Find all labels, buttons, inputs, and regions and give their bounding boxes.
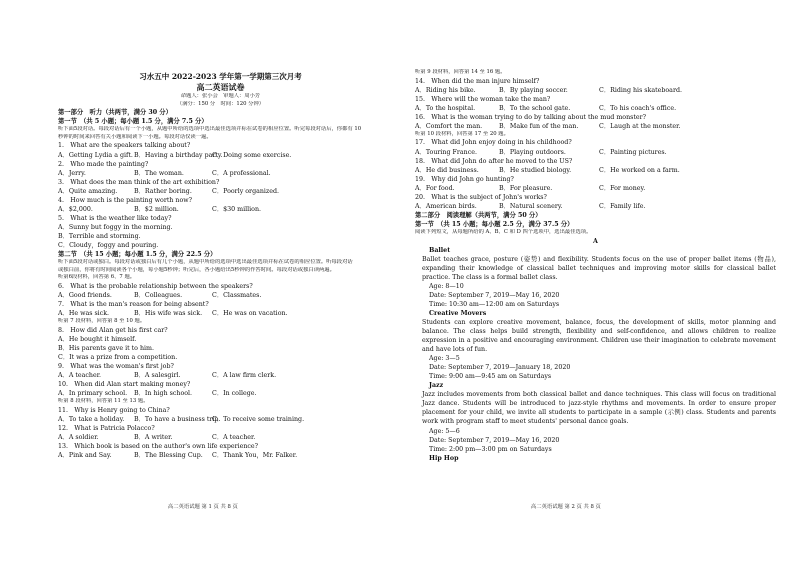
option: C．To receive some training.	[212, 415, 305, 423]
option: A．Touring France.	[415, 148, 477, 156]
passage-label: A	[593, 237, 598, 245]
question: 12. What is Patricia Polacco?	[58, 424, 155, 432]
option: B．His wife was sick.	[134, 310, 203, 317]
option: A．$2,000.	[58, 205, 93, 213]
option: A．Jerry.	[58, 169, 86, 177]
class-age: Age: 3—5	[429, 355, 460, 363]
paragraph: Ballet teaches grace, posture (姿势) and flexibility. Students focus on the use of proper ballet items (物品), expanding their knowledge of classical ballet techniques and improving motor skills for classical ballet practice. The class is a formal ballet class.	[422, 255, 776, 281]
class-time: Time: 9:00 am—9:45 am on Saturdays	[429, 373, 552, 381]
page-footer: 高二英语试题 第 1 页 共 8 页	[168, 504, 238, 510]
question: 18. What did John do after he moved to the US?	[415, 157, 573, 165]
option: C．Thank You，Mr. Falker.	[212, 451, 298, 459]
material-note: 听第 10 段材料，回答第 17 至 20 题。	[415, 130, 509, 137]
material-note: 听第 7 段材料，回答第 8 至 10 题。	[58, 318, 146, 325]
part2-heading: 第二部分 阅读理解（共两节，满分 50 分）	[415, 211, 542, 219]
question: 9. What was the woman's first job?	[58, 362, 174, 370]
paragraph: Jazz includes movements from both classical ballet and dance techniques. This class will focus on traditional Jazz dance. Students will be introduced to jazz-style rhythms and movements. In order to ensure proper placement for your child, we invite all students to participate in a sample (示例) class. Students and parents work with program staff to meet students' personal dance goals.	[422, 391, 776, 426]
option: C．Doing some exercise.	[212, 151, 292, 159]
options-row	[58, 371, 383, 380]
options-row	[415, 202, 776, 211]
option: C．For money.	[599, 184, 646, 192]
class-date: Date: September 7, 2019—May 16, 2020	[429, 436, 560, 444]
options-row	[415, 184, 776, 193]
option: B．By playing soccer.	[499, 86, 568, 94]
options-row	[58, 309, 383, 318]
options-row	[58, 151, 383, 160]
material-note: 听第 8 段材料，回答第 11 至 13 题。	[58, 398, 149, 405]
option: C．Cloudy，foggy and pouring.	[58, 241, 159, 249]
options-row	[415, 104, 776, 113]
class-time: Time: 2:00 pm—3:00 pm on Saturdays	[429, 445, 552, 453]
option: C．Family life.	[599, 202, 646, 210]
class-heading-jazz: Jazz	[429, 382, 444, 390]
option: B．Natural scenery.	[499, 202, 563, 210]
option: B．In high school.	[134, 389, 193, 397]
instruction: 听第6段材料，回答第 6、7 题。	[58, 274, 136, 281]
option: A．Quite amazing.	[58, 187, 118, 195]
option: C．Classmates.	[212, 291, 262, 299]
option: A．In primary school.	[58, 389, 128, 397]
option: A．American birds.	[415, 202, 477, 210]
question: 20. What is the subject of John's works?	[415, 193, 547, 201]
section2-heading: 第二节 （共 15 小题；每小题 1.5 分，满分 22.5 分）	[58, 251, 217, 259]
exam-meta: （满分：150 分 时间：120 分钟）	[176, 100, 265, 107]
option: B．A salesgirl.	[134, 371, 181, 379]
option: B．Colleagues.	[134, 291, 183, 299]
question: 7. What is the man's reason for being absent?	[58, 300, 209, 308]
option: B．Terrible and storming.	[58, 232, 141, 240]
option: A．He bought it himself.	[58, 335, 137, 343]
exam-title: 习水五中 2022-2023 学年第一学期第三次月考	[139, 72, 302, 81]
option: B．$2 million.	[134, 205, 179, 213]
option: A．A soldier.	[58, 433, 99, 441]
option: A．For food.	[415, 184, 455, 192]
option: B．The woman.	[134, 169, 184, 177]
exam-authors: 命题人：张小会 审题人：周小芳	[180, 93, 261, 99]
options-row	[58, 205, 383, 214]
instruction: 秒钟的时间来回答有关小题和阅读下一小题。每段对话仅读一遍。	[58, 133, 212, 140]
paragraph: Students can explore creative movement, balance, focus, the development of skills, motor planning and balance. The class helps build strength, flexibility and self-confidence, and allows children to realize expression in a positive and encouraging environment. Children use their imagination to celebrate movement and have lots of fun.	[422, 318, 776, 354]
option: A．He did business.	[415, 166, 479, 174]
options-row	[58, 451, 383, 460]
class-heading-ballet: Ballet	[429, 246, 451, 254]
class-heading-creative: Creative Movers	[429, 309, 487, 317]
options-row	[58, 389, 383, 398]
option: A．Sunny but foggy in the morning.	[58, 223, 173, 231]
class-heading-hiphop: Hip Hop	[429, 454, 459, 462]
options-row	[415, 166, 776, 175]
question: 8. How did Alan get his first car?	[58, 326, 168, 334]
question: 16. What is the woman trying to do by talking about the mud monster?	[415, 113, 647, 121]
material-note: 听第 9 段材料，回答第 14 至 16 题。	[415, 69, 506, 75]
option: B．A writer.	[134, 433, 173, 441]
question: 19. Why did John go hunting?	[415, 175, 514, 183]
question: 1. What are the speakers talking about?	[58, 142, 191, 150]
option: B．To the school gate.	[499, 104, 571, 112]
option: A．A teacher.	[58, 371, 102, 379]
options-row	[58, 187, 383, 196]
question: 10. When did Alan start making money?	[58, 380, 191, 388]
instruction: 或独白前，你将有时间阅读各个小题，每小题5秒钟；听完后，各小题给出5秒钟的作答时间。每段对话或独白读两遍。	[58, 266, 335, 273]
option: A．To the hospital.	[415, 104, 476, 112]
class-date: Date: September 7, 2019—May 16, 2020	[429, 291, 560, 299]
option: A．Comfort the man.	[415, 122, 483, 130]
option: B．For pleasure.	[499, 184, 553, 192]
question: 11. Why is Henry going to China?	[58, 406, 170, 414]
option: B．He studied biology.	[499, 166, 572, 174]
question: 13. Which book is based on the author's own life experience?	[58, 442, 259, 450]
options-row	[415, 148, 776, 157]
option: B．To have a business trip.	[134, 415, 221, 423]
option: C．It was a prize from a competition.	[58, 353, 178, 361]
option: C．Riding his skateboard.	[599, 86, 682, 94]
option: B．Having a birthday party.	[134, 151, 223, 159]
option: B．The Blessing Cup.	[134, 451, 203, 459]
option: B．His parents gave it to him.	[58, 344, 154, 352]
class-age: Age: 8—10	[429, 282, 464, 290]
question: 4. How much is the painting worth now?	[58, 196, 193, 204]
options-row	[58, 415, 383, 424]
options-row	[58, 433, 383, 442]
class-time: Time: 10:30 am—12:00 am on Saturdays	[429, 300, 560, 308]
options-row	[58, 169, 383, 178]
instruction: 阅读下列短文，从每题所给的 A、B、C 和 D 四个选项中，选出最佳选项。	[415, 228, 592, 235]
option: C．$30 million.	[212, 205, 262, 213]
option: C．A teacher.	[212, 433, 256, 441]
option: C．Laugh at the monster.	[599, 122, 681, 130]
question: 15. Where will the woman take the man?	[415, 95, 551, 103]
section1-heading: 第一节 （共 5 小题；每小题 1.5 分，满分 7.5 分）	[58, 118, 208, 126]
class-date: Date: September 7, 2019—January 18, 2020	[429, 364, 571, 372]
question: 5. What is the weather like today?	[58, 214, 172, 222]
option: C．A professional.	[212, 169, 271, 177]
page-footer: 高二英语试题 第 2 页 共 8 页	[531, 504, 601, 510]
part1-heading: 第一部分 听力（共两节，满分 30 分）	[58, 109, 172, 117]
option: C．He was on vacation.	[212, 310, 288, 317]
option: A．Getting Lydia a gift.	[58, 151, 133, 159]
question: 14. When did the man injure himself?	[415, 77, 540, 85]
option: A．Pink and Say.	[58, 451, 112, 459]
options-row	[415, 122, 776, 131]
option: C．Painting pictures.	[599, 148, 667, 156]
class-age: Age: 5—6	[429, 427, 460, 435]
options-row	[415, 86, 776, 95]
section-heading: 第一节 （共 15 小题；每小题 2.5 分，满分 37.5 分）	[415, 220, 574, 228]
option: A．Good friends.	[58, 291, 112, 299]
question: 17. What did John enjoy doing in his childhood?	[415, 139, 572, 147]
option: C．Poorly organized.	[212, 187, 279, 195]
option: B．Rather boring.	[134, 187, 192, 195]
exam-subtitle: 高二英语试卷	[196, 82, 245, 92]
option: C．In college.	[212, 389, 257, 397]
question: 2. Who made the painting?	[58, 160, 149, 168]
instruction: 听下面5段对话或独白。每段对话或独白后有几个小题，从题中所给的选项中选出最佳选项并标在试卷的相应位置。听每段对话	[58, 259, 353, 266]
option: C．He worked on a farm.	[599, 166, 680, 174]
option: C．To his coach's office.	[599, 104, 677, 112]
option: A．Riding his bike.	[415, 86, 476, 94]
right-page	[397, 0, 794, 562]
option: C．A law firm clerk.	[212, 371, 277, 379]
option: B．Make fun of the man.	[499, 122, 579, 130]
option: A．He was sick.	[58, 310, 110, 317]
options-row	[58, 291, 383, 300]
option: A．To take a holiday.	[58, 415, 125, 423]
option: B．Playing outdoors.	[499, 148, 566, 156]
instruction: 听下面5段对话。每段对话后有一个小题，从题中所给的选项中选出最佳选项并标在试卷的相应位置。听完每段对话后，你都有 10	[58, 126, 362, 133]
question: 6. What is the probable relationship between the speakers?	[58, 282, 253, 290]
question: 3. What does the man think of the art exhibition?	[58, 178, 220, 186]
